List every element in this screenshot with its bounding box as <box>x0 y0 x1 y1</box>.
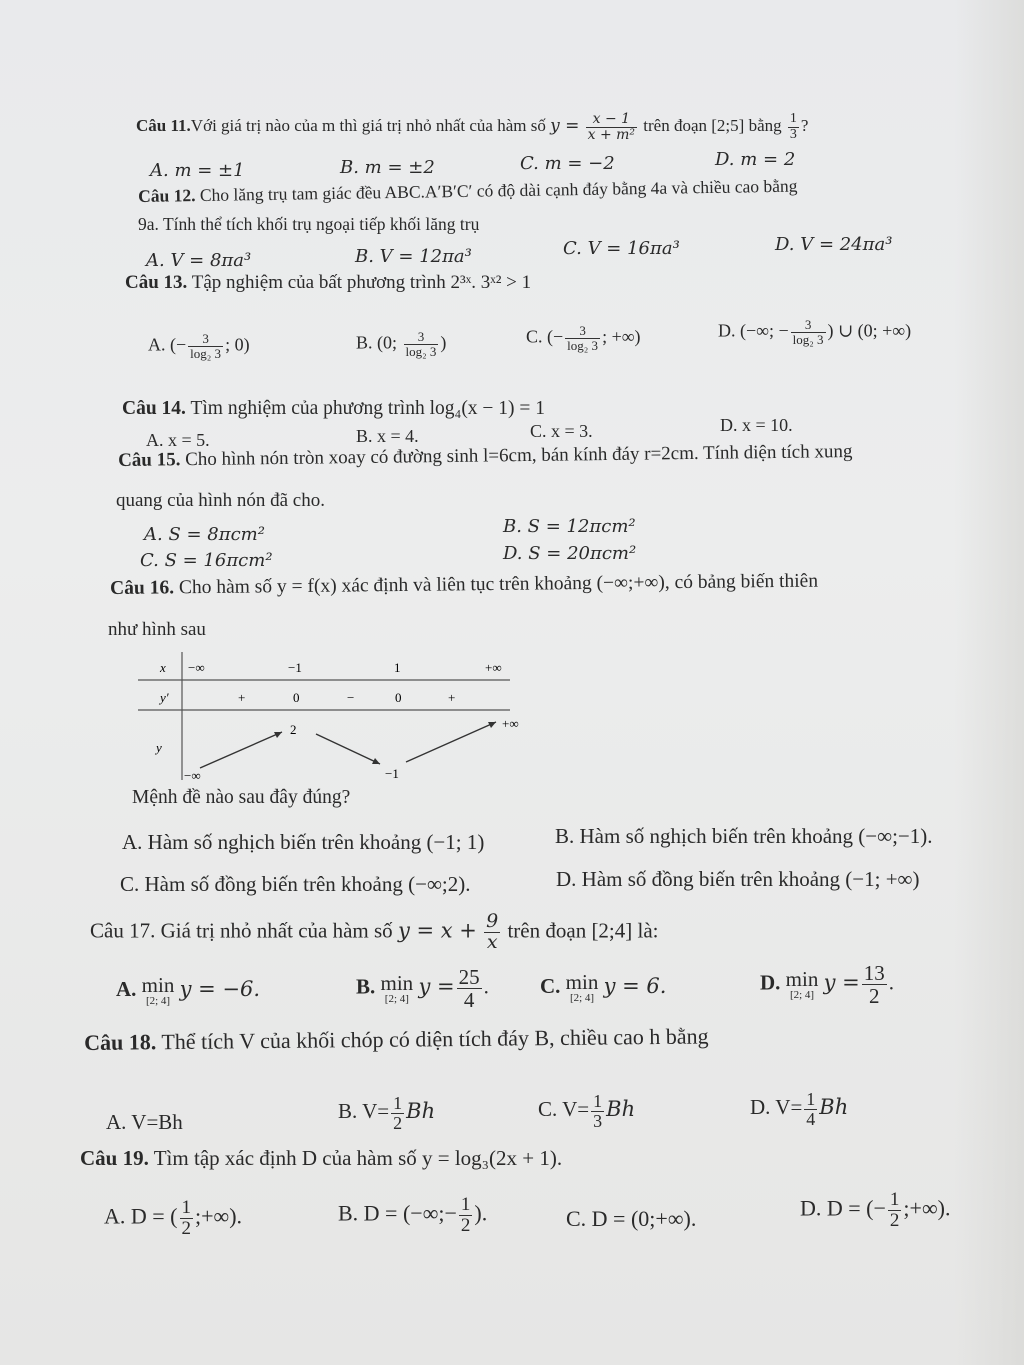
min-text: min <box>380 970 414 995</box>
question-text: Giá trị nhỏ nhất của hàm số <box>160 918 393 943</box>
question-text: Với giá trị nào của m thì giá trị nhỏ nhất của hàm số <box>190 116 546 136</box>
option-text: ; 0) <box>225 334 250 355</box>
option-fraction <box>791 318 826 346</box>
option-d[interactable]: D. x = 10. <box>720 415 793 435</box>
option-b[interactable] <box>356 330 446 358</box>
derivative-sign: + <box>448 690 456 705</box>
fraction-denominator: x <box>486 930 498 953</box>
x-value: 1 <box>394 660 401 675</box>
question-text: trên đoạn <box>643 116 708 136</box>
fraction-numerator: 1 <box>889 1189 900 1210</box>
fraction-numerator: x − 1 <box>586 112 637 128</box>
derivative-zero: 0 <box>395 690 402 705</box>
option-fraction <box>459 1195 473 1236</box>
question-text: bằng <box>748 116 782 136</box>
decreasing-arrow <box>316 734 380 764</box>
fraction-denominator: 3 <box>593 1110 603 1131</box>
option-letter: C. <box>540 973 561 998</box>
option-text: y = −6. <box>179 976 261 1001</box>
fraction-denominator: 4 <box>463 988 475 1013</box>
fraction-denominator: log₂ 3 <box>190 345 222 361</box>
option-d[interactable] <box>718 318 911 346</box>
option-c[interactable] <box>538 1092 635 1131</box>
option-text: A. D = ( <box>104 1203 178 1229</box>
option-a[interactable]: A. S = 8πcm² <box>144 524 265 545</box>
option-text: D. V= <box>750 1095 803 1120</box>
option-text: ; +∞) <box>602 326 641 347</box>
question-text: Cho hình nón tròn xoay có đường sinh l=6cm, bán kính đáy r=2cm. Tính diện tích xung <box>185 441 853 471</box>
option-fraction <box>457 966 482 1011</box>
option-a[interactable] <box>116 975 260 1007</box>
option-text: A. V=Bh <box>106 1110 183 1134</box>
y-value: 2 <box>290 722 297 737</box>
y-value: −∞ <box>184 768 201 783</box>
fraction-numerator: 3 <box>404 330 439 345</box>
x-value: −1 <box>288 660 302 675</box>
fraction-numerator: 1 <box>806 1089 816 1109</box>
y-value: +∞ <box>502 716 519 731</box>
option-fraction <box>188 332 223 360</box>
question-text: Cho lăng trụ tam giác đều ABC.A′B′C′ có độ dài cạnh đáy bằng 4a và chiều cao bằng <box>199 175 798 206</box>
option-d[interactable]: D. V = 24πa³ <box>775 234 893 255</box>
question-11 <box>136 112 808 142</box>
option-text: B. (0; <box>356 332 402 353</box>
option-d[interactable]: D. Hàm số đồng biến trên khoảng (−1; +∞) <box>556 867 920 891</box>
option-text: Bh <box>819 1095 849 1120</box>
option-c[interactable]: C. S = 16πcm² <box>140 550 273 571</box>
option-a[interactable]: A. Hàm số nghịch biến trên khoảng (−1; 1) <box>122 830 485 854</box>
fraction-numerator: 3 <box>188 332 223 347</box>
option-b[interactable]: B. x = 4. <box>356 426 419 446</box>
question-15-line2: quang của hình nón đã cho. <box>116 490 325 511</box>
question-16-prompt: Mệnh đề nào sau đây đúng? <box>132 787 351 808</box>
question-label: Câu 19. <box>80 1146 149 1170</box>
option-text: y = <box>823 970 860 995</box>
question-label: Câu 17. <box>90 918 156 943</box>
derivative-sign: − <box>347 690 355 705</box>
x-label: x <box>160 660 166 675</box>
question-text: Thể tích V của khối chóp có diện tích đáy B, chiều cao h bằng <box>161 1023 709 1055</box>
option-b[interactable] <box>356 966 489 1011</box>
question-12-line2: 9a. Tính thể tích khối trụ ngoại tiếp khối lăng trụ <box>138 214 480 234</box>
question-text: Tập nghiệm của bất phương trình 2³ˣ. 3ˣ² > 1 <box>191 272 532 293</box>
function-label: y <box>156 740 162 755</box>
fraction-numerator: 25 <box>458 965 480 989</box>
fraction-denominator: 2 <box>868 984 880 1009</box>
question-17 <box>90 912 659 953</box>
fraction-numerator: 1 <box>789 111 797 126</box>
option-text: B. V= <box>338 1099 390 1124</box>
question-label: Câu 13. <box>125 272 188 293</box>
option-a[interactable]: A. m = ±1 <box>150 160 245 181</box>
question-text: Tìm nghiệm của phương trình log₄(x − 1) = 1 <box>190 398 546 419</box>
fraction-numerator: 9 <box>486 910 499 932</box>
option-text: . <box>483 974 489 999</box>
question-label: Câu 11. <box>136 116 191 136</box>
option-fraction <box>862 962 887 1007</box>
option-fraction <box>804 1090 817 1129</box>
fraction-denominator: 2 <box>889 1209 900 1231</box>
option-text: C. V= <box>538 1097 590 1122</box>
fraction-numerator: 3 <box>565 324 600 339</box>
option-letter: A. <box>116 976 137 1001</box>
page-shadow <box>954 0 1024 1365</box>
option-c[interactable] <box>526 324 641 352</box>
function-lhs: y = <box>550 116 580 137</box>
function-fraction <box>586 112 637 142</box>
option-text: C. D = (0;+∞). <box>566 1206 697 1231</box>
option-text: B. D = (−∞;− <box>338 1200 457 1226</box>
question-16-line2: như hình sau <box>108 619 206 640</box>
min-text: min <box>141 973 175 997</box>
fraction-numerator: 1 <box>181 1197 192 1218</box>
option-text: Bh <box>606 1097 636 1122</box>
question-label: Câu 15. <box>118 449 181 471</box>
option-text: y = <box>418 974 455 999</box>
min-operator <box>380 970 414 1005</box>
option-b[interactable] <box>338 1195 487 1236</box>
option-text: . <box>888 970 894 995</box>
question-text: Tìm tập xác định D của hàm số y = log₃(2x + 1). <box>153 1146 563 1170</box>
option-c[interactable] <box>540 972 666 1004</box>
min-operator <box>566 972 599 1004</box>
fraction-denominator: log₂ 3 <box>792 331 824 347</box>
fraction-numerator: 13 <box>863 961 885 985</box>
increasing-arrow <box>200 732 282 768</box>
option-text: ;+∞). <box>903 1195 951 1221</box>
option-c[interactable]: C. V = 16πa³ <box>563 238 680 259</box>
fraction-denominator: 3 <box>789 126 797 142</box>
y-value: −1 <box>385 766 399 781</box>
min-operator <box>142 975 175 1007</box>
question-text: trên đoạn [2;4] là: <box>507 918 659 943</box>
option-c[interactable] <box>566 1206 696 1232</box>
min-text: min <box>565 970 599 994</box>
option-fraction <box>391 1094 404 1133</box>
option-b[interactable]: B. S = 12πcm² <box>503 516 636 537</box>
derivative-label: y′ <box>160 690 169 705</box>
fraction-numerator: 1 <box>393 1093 403 1113</box>
option-d[interactable]: D. m = 2 <box>715 149 796 170</box>
option-text: Bh <box>406 1099 436 1124</box>
fraction-denominator: x + m² <box>587 126 636 143</box>
min-operator <box>785 966 819 1001</box>
option-letter: D. <box>760 970 781 995</box>
option-text: ) ∪ (0; +∞) <box>827 320 912 341</box>
question-text: Cho hàm số y = f(x) xác định và liên tục trên khoảng (−∞;+∞), có bảng biến thiên <box>178 570 819 599</box>
option-a[interactable] <box>104 1198 242 1239</box>
option-b[interactable]: B. Hàm số nghịch biến trên khoảng (−∞;−1). <box>555 824 933 848</box>
function-lhs: y = x + <box>397 918 477 943</box>
question-19 <box>80 1146 562 1171</box>
option-a[interactable] <box>148 332 250 360</box>
option-text: ;+∞). <box>195 1203 243 1229</box>
option-a[interactable] <box>106 1110 183 1135</box>
value-fraction <box>788 112 799 142</box>
option-fraction <box>180 1198 194 1239</box>
function-fraction <box>484 912 500 953</box>
option-d[interactable] <box>750 1090 848 1129</box>
fraction-numerator: 1 <box>593 1091 603 1111</box>
increasing-arrow <box>406 722 496 762</box>
fraction-denominator: 2 <box>181 1217 192 1239</box>
option-c[interactable]: C. m = −2 <box>520 153 615 174</box>
option-b[interactable] <box>338 1094 435 1133</box>
question-label: Câu 14. <box>122 398 186 419</box>
fraction-denominator: log₂ 3 <box>567 337 599 353</box>
option-text: A. (− <box>148 334 187 355</box>
option-d[interactable] <box>760 962 894 1007</box>
option-b[interactable]: B. V = 12πa³ <box>355 246 472 267</box>
option-c[interactable]: C. Hàm số đồng biến trên khoảng (−∞;2). <box>120 872 471 896</box>
option-text: D. D = (− <box>800 1195 886 1221</box>
derivative-zero: 0 <box>293 690 300 705</box>
interval: [2;5] <box>711 116 745 136</box>
fraction-numerator: 1 <box>460 1194 471 1215</box>
question-13 <box>125 272 531 294</box>
fraction-denominator: 2 <box>460 1214 471 1236</box>
variation-table <box>130 648 550 788</box>
min-subscript: [2; 4] <box>789 988 815 1001</box>
min-subscript: [2; 4] <box>384 992 409 1005</box>
question-label: Câu 18. <box>84 1029 157 1055</box>
option-text: ) <box>440 332 447 353</box>
option-b[interactable]: B. m = ±2 <box>340 157 435 178</box>
fraction-denominator: log₂ 3 <box>405 343 437 359</box>
option-text: ). <box>474 1200 488 1226</box>
option-c[interactable]: C. x = 3. <box>530 421 593 441</box>
question-label: Câu 16. <box>110 577 175 599</box>
fraction-numerator: 3 <box>791 318 826 333</box>
option-fraction <box>404 330 439 358</box>
option-d[interactable]: D. S = 20πcm² <box>503 543 637 564</box>
option-d[interactable] <box>800 1190 950 1231</box>
option-letter: B. <box>356 974 376 999</box>
x-value: +∞ <box>485 660 502 675</box>
x-value: −∞ <box>188 660 205 675</box>
min-subscript: [2; 4] <box>145 995 171 1007</box>
question-14 <box>122 398 545 420</box>
min-subscript: [2; 4] <box>569 992 595 1004</box>
option-fraction <box>591 1092 604 1131</box>
question-mark: ? <box>800 116 809 136</box>
option-text: C. (− <box>526 326 564 347</box>
fraction-denominator: 4 <box>806 1108 816 1129</box>
question-label: Câu 12. <box>138 185 196 206</box>
option-text: D. (−∞; − <box>718 320 789 341</box>
derivative-sign: + <box>238 690 246 705</box>
option-fraction <box>565 324 600 352</box>
option-fraction <box>888 1190 902 1231</box>
fraction-denominator: 2 <box>393 1112 403 1133</box>
option-a[interactable]: A. V = 8πa³ <box>146 250 252 271</box>
option-a[interactable]: A. x = 5. <box>146 430 210 450</box>
option-text: y = 6. <box>603 973 667 998</box>
min-text: min <box>785 966 819 991</box>
